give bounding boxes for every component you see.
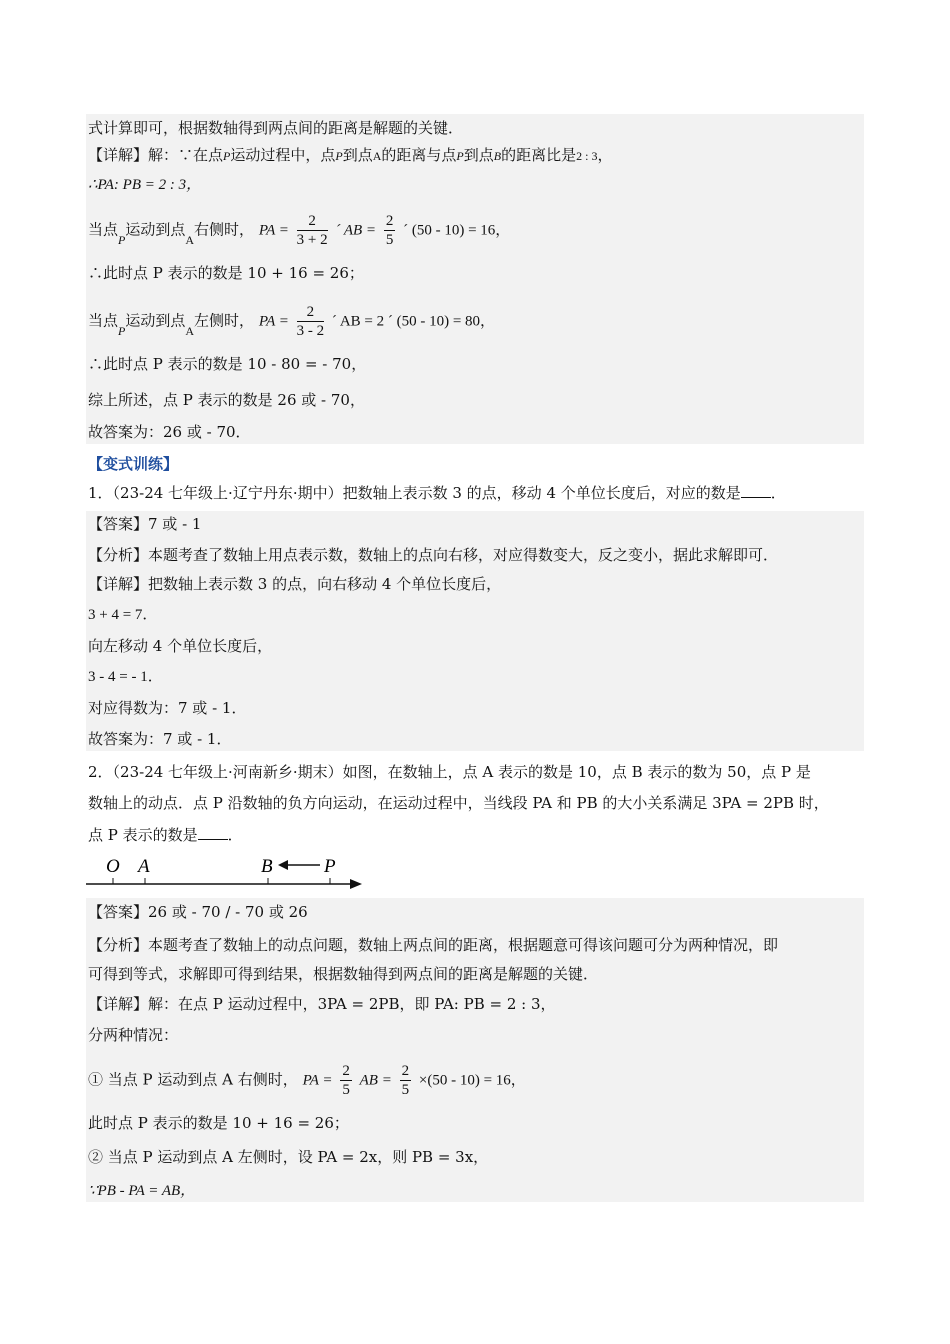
text: 分两种情况： <box>88 1026 179 1044</box>
var: A <box>185 232 195 247</box>
question-2-stem <box>88 825 243 845</box>
text: 左侧时， <box>194 311 255 330</box>
numerator: 2 <box>297 303 325 322</box>
text: ， <box>597 146 613 164</box>
equation: ´ (50 - 10) = 16， <box>403 222 511 239</box>
equation: PA = <box>258 222 289 239</box>
motion-arrow-head <box>278 860 288 870</box>
q1-detail <box>88 636 272 656</box>
text: 【详解】解：∵在点 <box>88 146 224 164</box>
equation: ∴PA: PB = 2 : 3， <box>88 177 202 193</box>
denominator: 5 <box>401 1082 410 1098</box>
text: ② 当点 P 运动到点 A 左侧时，设 PA = 2x，则 PB = 3x， <box>88 1148 489 1166</box>
denominator: 3 + 2 <box>296 232 328 248</box>
var: P <box>118 323 126 338</box>
label-p: P <box>324 856 336 877</box>
var: P <box>223 149 231 163</box>
q2-detail <box>88 994 556 1014</box>
question-2-stem <box>88 762 811 782</box>
equation: 3 + 4 = 7． <box>88 607 158 623</box>
equation: PA = <box>302 1072 333 1089</box>
q1-detail <box>88 574 501 594</box>
text: 到点 <box>463 146 494 164</box>
q2-case2 <box>88 1147 488 1167</box>
text: 当点 <box>88 311 119 330</box>
text: 【分析】本题考查了数轴上用点表示数，数轴上的点向右移，对应得数变大，反之变小，据此求解即可． <box>88 546 779 564</box>
question-1-stem <box>88 483 786 503</box>
text: 点 P 表示的数是 <box>88 826 198 844</box>
var: A <box>185 323 195 338</box>
text: 【详解】把数轴上表示数 3 的点，向右移动 4 个单位长度后， <box>88 575 502 593</box>
text-line <box>88 263 364 283</box>
answer-blank <box>198 825 228 840</box>
section-title-text: 【变式训练】 <box>88 455 179 473</box>
text: 对应得数为：7 或 - 1． <box>88 699 247 717</box>
text: 向左移动 4 个单位长度后， <box>88 637 273 655</box>
question-2-stem <box>88 793 829 813</box>
var: P <box>118 232 126 247</box>
text: 到点 <box>342 146 373 164</box>
q1-detail <box>88 729 231 749</box>
equation: ´ AB = <box>335 222 377 239</box>
var: A <box>372 149 382 163</box>
text-line <box>88 422 251 442</box>
var: P <box>335 149 343 163</box>
q2-case1 <box>88 1062 526 1099</box>
text: 1．（23-24 七年级上·辽宁丹东·期中）把数轴上表示数 3 的点，移动 4 个单位长度后，对应的数是 <box>88 484 741 502</box>
q2-answer <box>88 902 308 922</box>
label-b: B <box>261 856 273 877</box>
text: 【答案】7 或 - 1 <box>88 515 202 533</box>
detail-line <box>88 145 613 166</box>
text: 2．（23-24 七年级上·河南新乡·期末）如图，在数轴上，点 A 表示的数是 10，点 B 表示的数为 50，点 P 是 <box>88 763 811 781</box>
answer-blank <box>741 483 771 498</box>
equation: ´ AB = 2 ´ (50 - 10) = 80， <box>331 313 496 330</box>
q2-detail <box>88 1113 349 1133</box>
numerator: 2 <box>385 213 394 229</box>
case-right-line <box>88 212 510 249</box>
denominator: 3 - 2 <box>296 323 325 339</box>
text: 的距离与点 <box>381 146 457 164</box>
equation: AB = <box>359 1072 392 1089</box>
section-title <box>88 454 178 474</box>
axis-arrow <box>350 879 362 889</box>
text: 可得到等式，求解即可得到结果，根据数轴得到两点间的距离是解题的关键． <box>88 965 599 983</box>
q2-detail <box>88 1180 195 1201</box>
text: ∴此时点 P 表示的数是 10 + 16 = 26； <box>88 264 364 282</box>
text-line <box>88 118 463 138</box>
numerator: 2 <box>401 1063 410 1079</box>
denominator: 5 <box>342 1082 350 1098</box>
text: 【详解】解：在点 P 运动过程中，3PA = 2PB，即 PA: PB = 2 : 3， <box>88 995 556 1013</box>
text: 【答案】26 或 - 70 / - 70 或 26 <box>88 903 308 921</box>
text: ． <box>770 484 786 502</box>
equation: PA = <box>258 313 289 330</box>
text: 运动到点 <box>125 311 186 330</box>
text-line <box>88 174 201 195</box>
fraction <box>384 212 396 249</box>
fraction <box>340 1062 352 1099</box>
equation: ×(50 - 10) = 16， <box>418 1072 526 1089</box>
text: 当点 <box>88 220 119 239</box>
fraction <box>297 303 325 340</box>
text: 综上所述，点 P 表示的数是 26 或 - 70， <box>88 391 365 409</box>
text: 式计算即可，根据数轴得到两点间的距离是解题的关键． <box>88 119 464 137</box>
var: P <box>456 149 464 163</box>
label-a: A <box>138 856 150 877</box>
fraction <box>400 1062 412 1099</box>
q2-detail <box>88 1025 178 1045</box>
var: B <box>493 149 502 163</box>
numerator: 2 <box>297 212 328 231</box>
text: 右侧时， <box>194 220 255 239</box>
denominator: 5 <box>385 232 394 248</box>
number-line-figure <box>84 850 374 894</box>
fraction <box>297 212 328 249</box>
q2-analysis <box>88 935 778 955</box>
equation: ∵PB - PA = AB， <box>88 1183 196 1199</box>
equation: 3 - 4 = - 1． <box>88 669 163 685</box>
q1-detail <box>88 666 163 687</box>
q1-analysis <box>88 545 778 565</box>
text-line <box>88 390 365 410</box>
text: 的距离比是 <box>501 146 577 164</box>
text: 运动到点 <box>125 220 186 239</box>
text: 此时点 P 表示的数是 10 + 16 = 26； <box>88 1114 349 1132</box>
q1-detail <box>88 604 157 625</box>
q1-detail <box>88 698 246 718</box>
text-line <box>88 354 366 374</box>
q2-analysis <box>88 964 598 984</box>
text: 【分析】本题考查了数轴上的动点问题，数轴上两点间的距离，根据题意可得该问题可分为两种情况，即 <box>88 936 779 954</box>
text: ① 当点 P 运动到点 A 右侧时， <box>88 1070 298 1089</box>
numerator: 2 <box>342 1063 350 1079</box>
ratio: 2 : 3 <box>576 149 598 163</box>
text: 数轴上的动点．点 P 沿数轴的负方向运动，在运动过程中，当线段 PA 和 PB 的大小关系满足 3PA = 2PB 时， <box>88 794 829 812</box>
label-o: O <box>106 856 120 877</box>
text: ． <box>227 826 243 844</box>
text: ∴此时点 P 表示的数是 10 - 80 = - 70， <box>88 355 367 373</box>
text: 故答案为：7 或 - 1． <box>88 730 232 748</box>
q1-answer <box>88 514 201 534</box>
text: 运动过程中，点 <box>230 146 336 164</box>
case-left-line <box>88 303 495 340</box>
text: 故答案为：26 或 - 70． <box>88 423 251 441</box>
